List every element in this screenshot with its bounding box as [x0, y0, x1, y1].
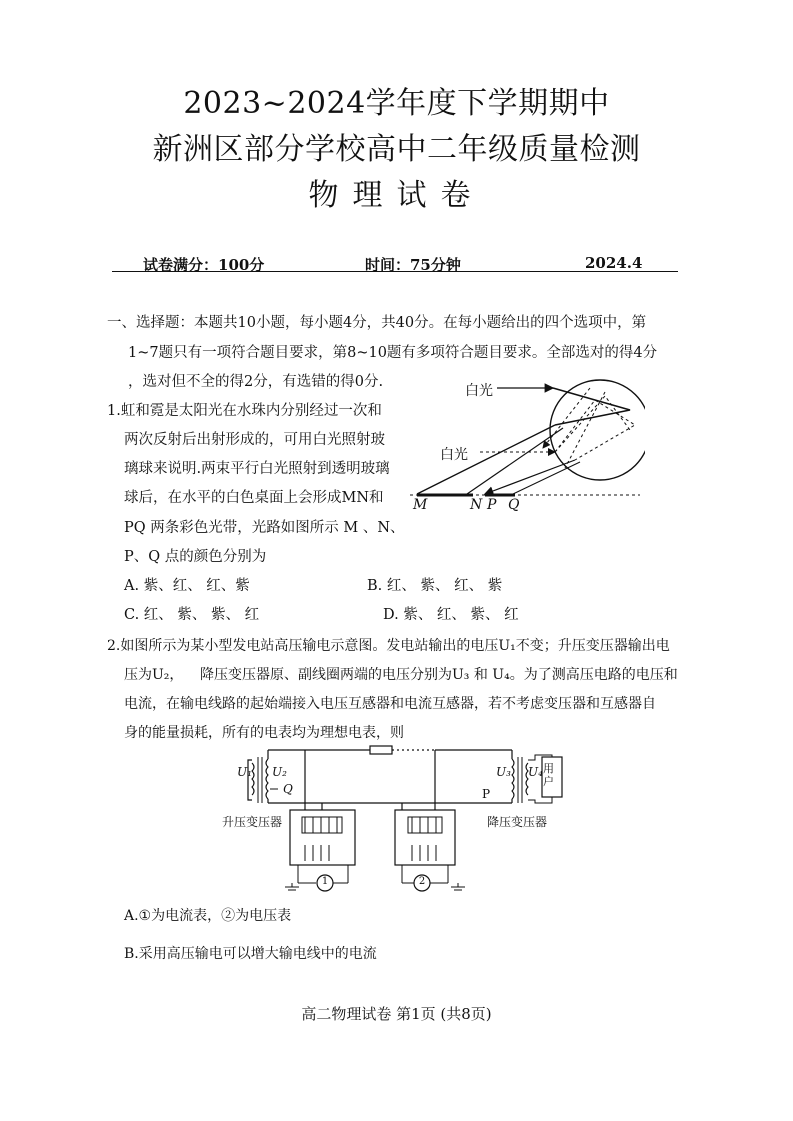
label-q-tap: Q [283, 782, 293, 796]
line-resistor [370, 746, 392, 754]
q1-option-c: C. 红、 紫、 紫、 红 [124, 607, 260, 623]
label-u2: U₂ [272, 765, 287, 779]
section1-intro-line3: ，选对但不全的得2分，有选错的得0分. [128, 374, 384, 390]
exam-date: 2024.4 [585, 254, 643, 272]
q1-stem-line5: PQ 两条彩色光带，光路如图所示 M 、N、 [124, 520, 405, 536]
label-u4: U₄ [528, 765, 543, 779]
exam-title-line3: 物理试卷 [308, 178, 485, 213]
label-q: Q [508, 497, 520, 513]
q2-option-b: B.采用高压输电可以增大输电线中的电流 [124, 946, 377, 962]
full-score: 试卷满分：100分 [143, 256, 265, 274]
exam-title-line1: 2023~2024学年度下学期期中 [183, 86, 610, 121]
q2-stem-line1: 2.如图所示为某小型发电站高压输电示意图。发电站输出的电压U₁不变；升压变压器输出电 [107, 638, 670, 654]
q2-option-a: A.①为电流表，②为电压表 [124, 908, 292, 924]
q1-stem-line1: 1.虹和霓是太阳光在水珠内分别经过一次和 [107, 403, 382, 419]
q2-stem-line2b: 降压变压器原、副线圈两端的电压分别为U₃ 和 U₄。为了测高压电路的电压和 [200, 667, 678, 683]
q1-stem-line4: 球后，在水平的白色桌面上会形成MN和 [124, 490, 384, 506]
section1-intro-line1: 一、选择题：本题共10小题，每小题4分，共40分。在每小题给出的四个选项中，第 [107, 315, 647, 331]
label-meter-2: 2 [418, 876, 426, 887]
section1-intro-line2: 1~7题只有一项符合题目要求，第8~10题有多项符合题目要求。全部选对的得4分 [128, 345, 658, 361]
label-u3: U₃ [496, 765, 511, 779]
label-white-light-1: 白光 [465, 383, 493, 399]
exam-title-line2: 新洲区部分学校高中二年级质量检测 [152, 132, 641, 167]
q1-option-a: A. 紫、红、 红、紫 [124, 578, 250, 594]
q1-option-d: D. 紫、 红、 紫、 红 [383, 607, 519, 623]
q1-stem-line6: P、Q 点的颜色分别为 [124, 549, 267, 565]
glass-sphere [550, 380, 645, 480]
label-step-up-transformer: 升压变压器 [222, 815, 283, 829]
current-transformer [290, 810, 355, 865]
label-n: N [470, 497, 483, 513]
label-p-tap: P [482, 787, 491, 801]
q2-stem-line4: 身的能量损耗，所有的电表均为理想电表，则 [124, 725, 404, 741]
label-step-down-transformer: 降压变压器 [487, 815, 548, 829]
label-user: 用户 [543, 762, 554, 788]
exam-time: 时间：75分钟 [365, 256, 461, 274]
q1-stem-line3: 璃球来说明.两束平行白光照射到透明玻璃 [124, 461, 390, 477]
label-u1: U₁ [237, 765, 252, 779]
label-m: M [413, 497, 428, 513]
q1-option-b: B. 红、 紫、 红、 紫 [367, 578, 503, 594]
page-footer: 高二物理试卷 第1页 (共8页) [301, 1005, 492, 1023]
q1-stem-line2: 两次反射后出射形成的，可用白光照射玻 [124, 432, 385, 448]
label-white-light-2: 白光 [440, 447, 468, 463]
label-p: P [487, 497, 497, 513]
voltage-transformer [395, 810, 455, 865]
header-rule [112, 271, 678, 272]
label-meter-1: 1 [321, 876, 329, 887]
q2-stem-line3: 电流，在输电线路的起始端接入电压互感器和电流互感器，若不考虑变压器和互感器自 [124, 696, 656, 712]
q2-stem-line2a: 压为U₂， [124, 667, 184, 683]
